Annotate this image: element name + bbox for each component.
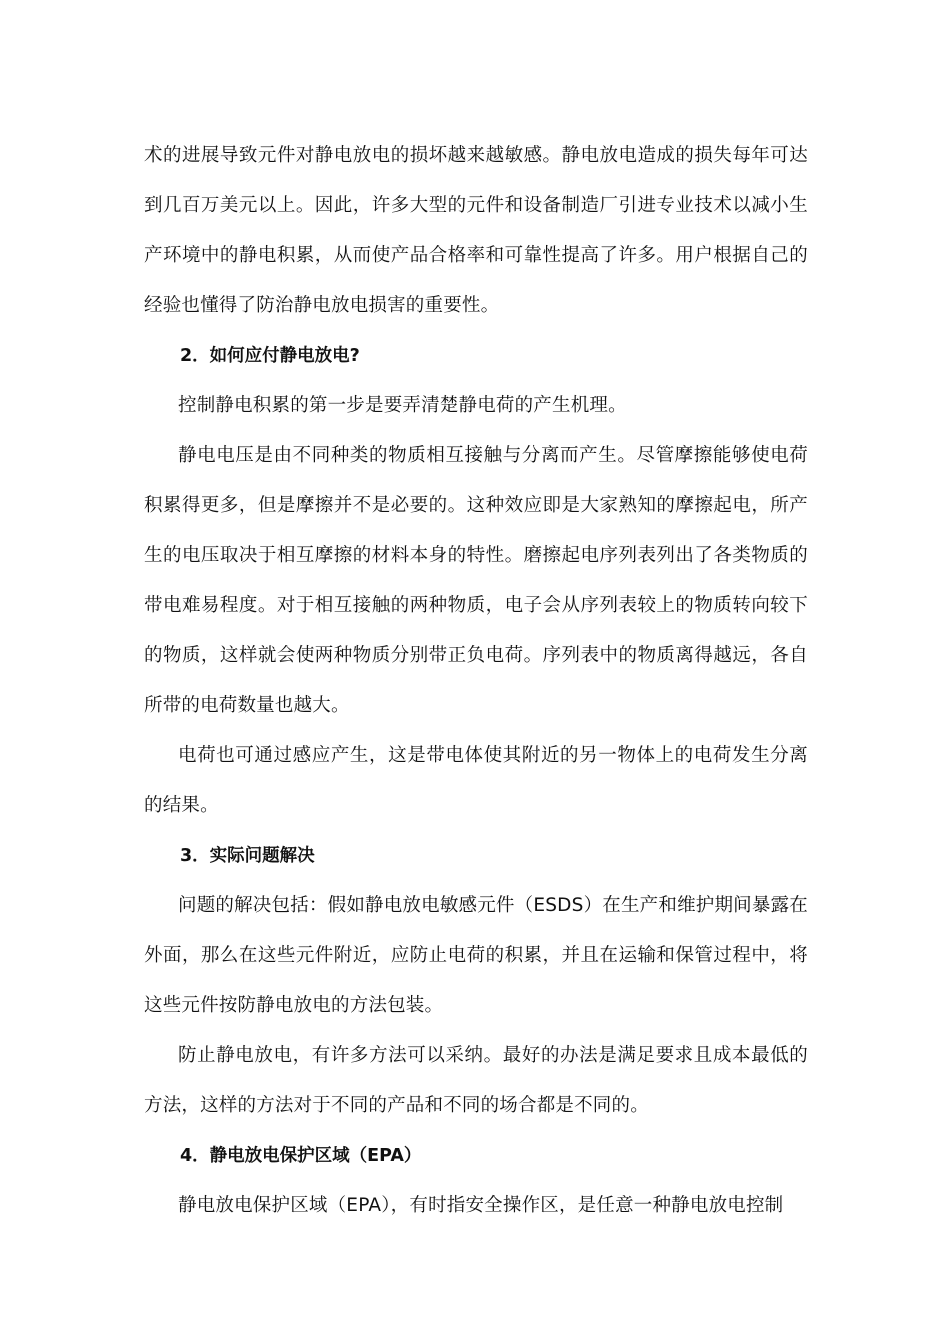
paragraph-induction: 电荷也可通过感应产生，这是带电体使其附近的另一物体上的电荷发生分离的结果。 bbox=[144, 745, 808, 816]
heading-how-to-handle-esd: 2．如何应付静电放电? bbox=[180, 346, 360, 366]
paragraph-first-step: 控制静电积累的第一步是要弄清楚静电荷的产生机理。 bbox=[178, 395, 627, 416]
paragraph-esd-damage-sensitivity: 术的进展导致元件对静电放电的损坏越来越敏感。静电放电造成的损失每年可达到几百万美元以上。因此，许多大型的元件和设备制造厂引进专业技术以减小生产环境中的静电积累，从而使产品合格率和可靠性提高了许多。用户根据自己的经验也懂得了防治静电放电损害的重要性。 bbox=[144, 145, 808, 316]
heading-practical-solutions: 3．实际问题解决 bbox=[180, 846, 315, 866]
paragraph-epa-definition: 静电放电保护区域（EPA），有时指安全操作区，是任意一种静电放电控制 bbox=[178, 1195, 784, 1216]
paragraph-prevention-methods: 防止静电放电，有许多方法可以采纳。最好的办法是满足要求且成本最低的方法，这样的方法对于不同的产品和不同的场合都是不同的。 bbox=[144, 1045, 808, 1116]
paragraph-triboelectric: 静电电压是由不同种类的物质相互接触与分离而产生。尽管摩擦能够使电荷积累得更多，但是摩擦并不是必要的。这种效应即是大家熟知的摩擦起电，所产生的电压取决于相互摩擦的材料本身的特性。磨擦起电序列表列出了各类物质的带电难易程度。对于相互接触的两种物质，电子会从序列表较上的物质转向较下的物质，这样就会使两种物质分别带正负电荷。序列表中的物质离得越远，各自所带的电荷数量也越大。 bbox=[144, 445, 808, 716]
paragraph-esds-protection: 问题的解决包括：假如静电放电敏感元件（ESDS）在生产和维护期间暴露在外面，那么在这些元件附近，应防止电荷的积累，并且在运输和保管过程中，将这些元件按防静电放电的方法包装。 bbox=[144, 895, 808, 1016]
heading-epa: 4．静电放电保护区域（EPA） bbox=[180, 1146, 422, 1166]
document-body bbox=[144, 131, 808, 1231]
